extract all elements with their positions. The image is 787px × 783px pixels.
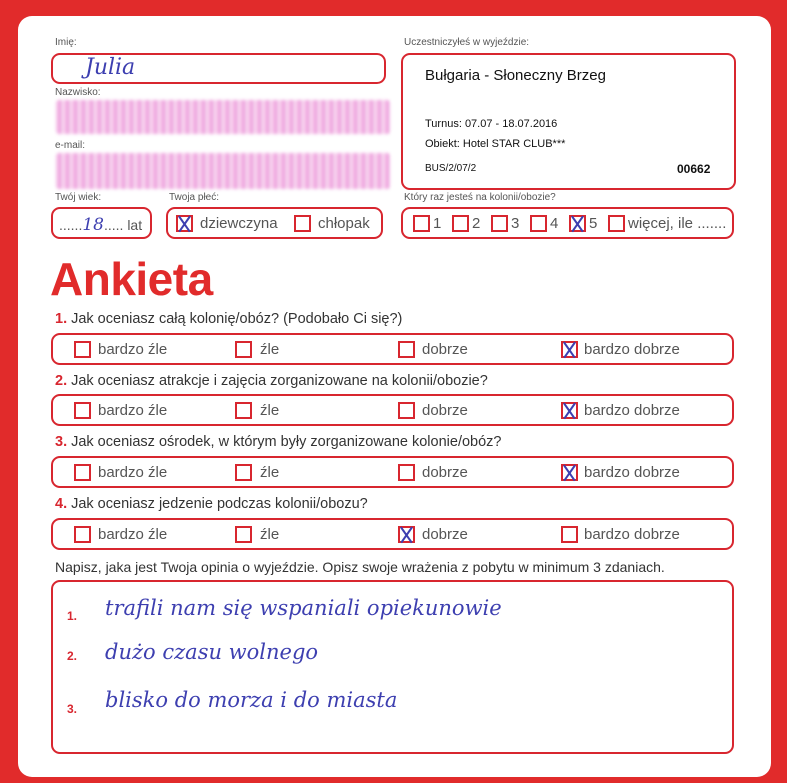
q2-option-good-checkbox[interactable] bbox=[398, 402, 415, 419]
age-value: 18 bbox=[82, 215, 104, 235]
trip-code: BUS/2/07/2 bbox=[425, 163, 477, 174]
q3-option-very-bad-checkbox[interactable] bbox=[74, 464, 91, 481]
q3-option-bad-label: źle bbox=[260, 464, 280, 481]
times-2-checkbox[interactable] bbox=[452, 215, 469, 232]
times-1-checkbox[interactable] bbox=[413, 215, 430, 232]
answer-2-text: dużo czasu wolnego bbox=[105, 640, 319, 664]
gender-male-label: chłopak bbox=[318, 215, 370, 232]
q3-option-very-good-checkbox[interactable] bbox=[561, 464, 578, 481]
q1-option-good-checkbox[interactable] bbox=[398, 341, 415, 358]
question-2-number: 2. bbox=[55, 373, 68, 389]
survey-form bbox=[18, 16, 771, 777]
question-4-options bbox=[51, 518, 734, 550]
q3-option-very-bad-label: bardzo źle bbox=[98, 464, 168, 481]
q4-option-very-bad-label: bardzo źle bbox=[98, 526, 168, 543]
q1-option-bad-label: źle bbox=[260, 341, 280, 358]
gender-label: Twoja płeć: bbox=[169, 192, 220, 203]
gender-female-checkbox[interactable] bbox=[176, 215, 193, 232]
trip-obiekt: Obiekt: Hotel STAR CLUB*** bbox=[425, 138, 566, 150]
q3-option-good-label: dobrze bbox=[422, 464, 468, 481]
q4-option-good-checkbox[interactable] bbox=[398, 526, 415, 543]
trip-destination: Bułgaria - Słoneczny Brzeg bbox=[425, 67, 606, 84]
times-more-checkbox[interactable] bbox=[608, 215, 625, 232]
times-4-label: 4 bbox=[550, 215, 559, 232]
answer-3-number: 3. bbox=[67, 702, 78, 716]
q2-option-very-bad-label: bardzo źle bbox=[98, 402, 168, 419]
times-field bbox=[401, 207, 734, 239]
surname-redacted bbox=[56, 100, 390, 134]
q4-option-very-good-label: bardzo dobrze bbox=[584, 526, 680, 543]
name-label: Imię: bbox=[55, 37, 77, 48]
times-5-label: 5 bbox=[589, 215, 598, 232]
q3-option-very-good-label: bardzo dobrze bbox=[584, 464, 680, 481]
gender-field bbox=[166, 207, 383, 239]
q4-option-bad-label: źle bbox=[260, 526, 280, 543]
trip-number: 00662 bbox=[677, 162, 711, 176]
age-field[interactable] bbox=[51, 207, 152, 239]
q1-option-bad-checkbox[interactable] bbox=[235, 341, 252, 358]
question-1-number: 1. bbox=[55, 311, 68, 327]
question-4-number: 4. bbox=[55, 496, 68, 512]
question-3-number: 3. bbox=[55, 434, 68, 450]
gender-male-checkbox[interactable] bbox=[294, 215, 311, 232]
email-label: e-mail: bbox=[55, 140, 86, 151]
times-3-label: 3 bbox=[511, 215, 520, 232]
times-more-label: więcej, ile ....... bbox=[628, 215, 727, 232]
question-1-options bbox=[51, 333, 734, 365]
trip-turnus: Turnus: 07.07 - 18.07.2016 bbox=[425, 118, 558, 130]
gender-female-label: dziewczyna bbox=[200, 215, 278, 232]
answer-3-text: blisko do morza i do miasta bbox=[105, 688, 398, 712]
name-field[interactable] bbox=[51, 53, 386, 84]
name-value: Julia bbox=[85, 55, 136, 80]
times-3-checkbox[interactable] bbox=[491, 215, 508, 232]
q4-option-very-good-checkbox[interactable] bbox=[561, 526, 578, 543]
q2-option-very-good-label: bardzo dobrze bbox=[584, 402, 680, 419]
age-prefix: ...... bbox=[59, 217, 83, 233]
opinion-textarea[interactable] bbox=[51, 580, 734, 754]
times-1-label: 1 bbox=[433, 215, 442, 232]
age-suffix: ..... lat bbox=[103, 217, 143, 233]
q2-option-good-label: dobrze bbox=[422, 402, 468, 419]
question-4 bbox=[55, 496, 368, 512]
q1-option-good-label: dobrze bbox=[422, 341, 468, 358]
answer-2-number: 2. bbox=[67, 649, 78, 663]
times-label: Który raz jesteś na kolonii/obozie? bbox=[404, 192, 556, 203]
q3-option-good-checkbox[interactable] bbox=[398, 464, 415, 481]
surname-label: Nazwisko: bbox=[55, 87, 101, 98]
question-4-text: Jak oceniasz jedzenie podczas kolonii/obozu? bbox=[71, 496, 368, 512]
question-1 bbox=[55, 311, 402, 327]
times-2-label: 2 bbox=[472, 215, 481, 232]
answer-1-number: 1. bbox=[67, 609, 78, 623]
question-3 bbox=[55, 434, 501, 450]
page-title: Ankieta bbox=[50, 253, 213, 305]
q1-option-very-good-checkbox[interactable] bbox=[561, 341, 578, 358]
question-3-options bbox=[51, 456, 734, 488]
times-5-checkbox[interactable] bbox=[569, 215, 586, 232]
q2-option-bad-checkbox[interactable] bbox=[235, 402, 252, 419]
q2-option-very-bad-checkbox[interactable] bbox=[74, 402, 91, 419]
q1-option-very-bad-checkbox[interactable] bbox=[74, 341, 91, 358]
answer-1-text: trafili nam się wspaniali opiekunowie bbox=[105, 596, 502, 620]
q1-option-very-good-label: bardzo dobrze bbox=[584, 341, 680, 358]
question-2 bbox=[55, 373, 488, 389]
opinion-prompt: Napisz, jaka jest Twoja opinia o wyjeździe. Opisz swoje wrażenia z pobytu w minimum 3 zdaniach. bbox=[55, 559, 665, 575]
times-4-checkbox[interactable] bbox=[530, 215, 547, 232]
q1-option-very-bad-label: bardzo źle bbox=[98, 341, 168, 358]
question-1-text: Jak oceniasz całą kolonię/obóz? (Podobało Ci się?) bbox=[71, 311, 403, 327]
q3-option-bad-checkbox[interactable] bbox=[235, 464, 252, 481]
q4-option-bad-checkbox[interactable] bbox=[235, 526, 252, 543]
trip-info-box bbox=[401, 53, 736, 190]
q4-option-very-bad-checkbox[interactable] bbox=[74, 526, 91, 543]
q4-option-good-label: dobrze bbox=[422, 526, 468, 543]
question-2-text: Jak oceniasz atrakcje i zajęcia zorganizowane na kolonii/obozie? bbox=[71, 373, 488, 389]
age-label: Twój wiek: bbox=[55, 192, 102, 203]
q2-option-very-good-checkbox[interactable] bbox=[561, 402, 578, 419]
trip-label: Uczestniczyłeś w wyjeździe: bbox=[404, 37, 530, 48]
q2-option-bad-label: źle bbox=[260, 402, 280, 419]
question-3-text: Jak oceniasz ośrodek, w którym były zorganizowane kolonie/obóz? bbox=[71, 434, 502, 450]
email-redacted bbox=[56, 153, 390, 189]
question-2-options bbox=[51, 394, 734, 426]
